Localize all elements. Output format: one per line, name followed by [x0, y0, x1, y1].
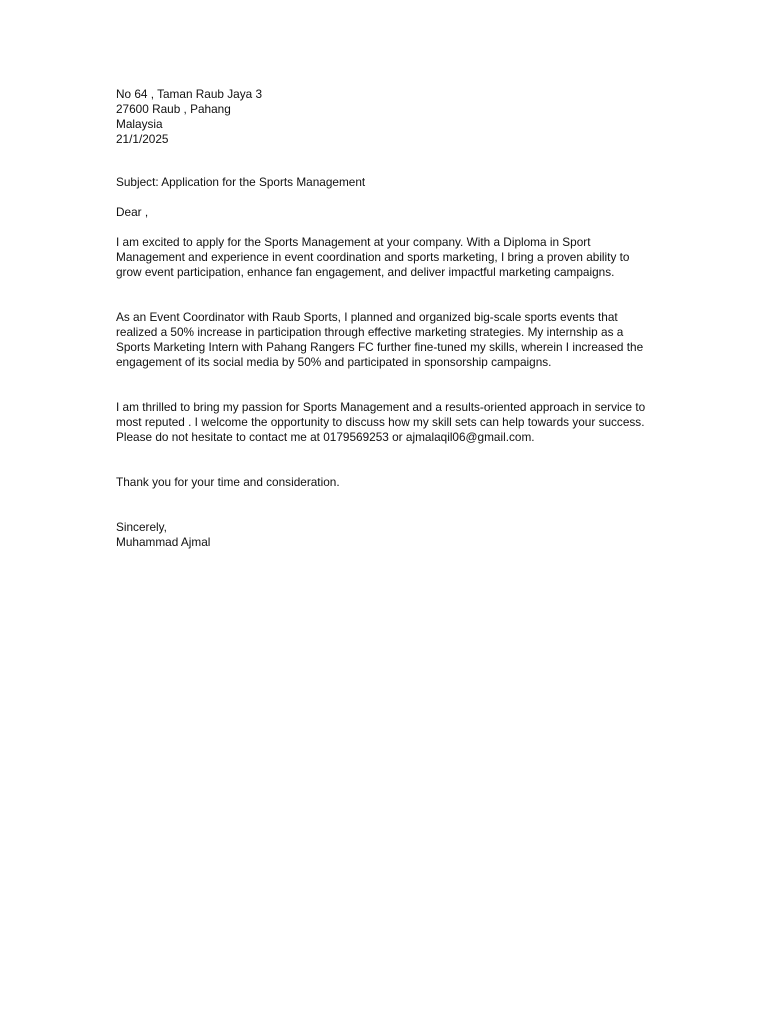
address-line-3: Malaysia: [116, 117, 163, 131]
sender-address: [116, 87, 656, 147]
valediction: Sincerely,: [116, 520, 167, 534]
body-paragraph-3: I am thrilled to bring my passion for Sports Management and a results-oriented approach in service to most reputed . I welcome the opportunity to discuss how my skill sets can help towards your success. Please do not hesitate to contact me at 0179569253 or ajmalaqil06@gmail.com.: [116, 400, 646, 444]
body-paragraph-1: I am excited to apply for the Sports Management at your company. With a Diploma in Sport Management and experience in event coordination and sports marketing, I bring a proven ability to grow event participation, enhance fan engagement, and deliver impactful marketing campaigns.: [116, 235, 630, 279]
salutation: Dear ,: [116, 205, 149, 219]
closing-sentence: Thank you for your time and consideration.: [116, 475, 340, 489]
subject-line: Subject: Application for the Sports Management: [116, 175, 366, 189]
body-paragraph-2: As an Event Coordinator with Raub Sports, I planned and organized big-scale sports events that realized a 50% increase in participation through effective marketing strategies. My internship as a Sports Marketing Intern with Pahang Rangers FC further fine-tuned my skills, wherein I increased the engagement of its social media by 50% and participated in sponsorship campaigns.: [116, 310, 644, 369]
letter-date: 21/1/2025: [116, 132, 169, 146]
address-line-2: 27600 Raub , Pahang: [116, 102, 231, 116]
address-line-1: No 64 , Taman Raub Jaya 3: [116, 87, 263, 101]
signature-name: Muhammad Ajmal: [116, 535, 211, 549]
letter-page: [116, 87, 656, 550]
